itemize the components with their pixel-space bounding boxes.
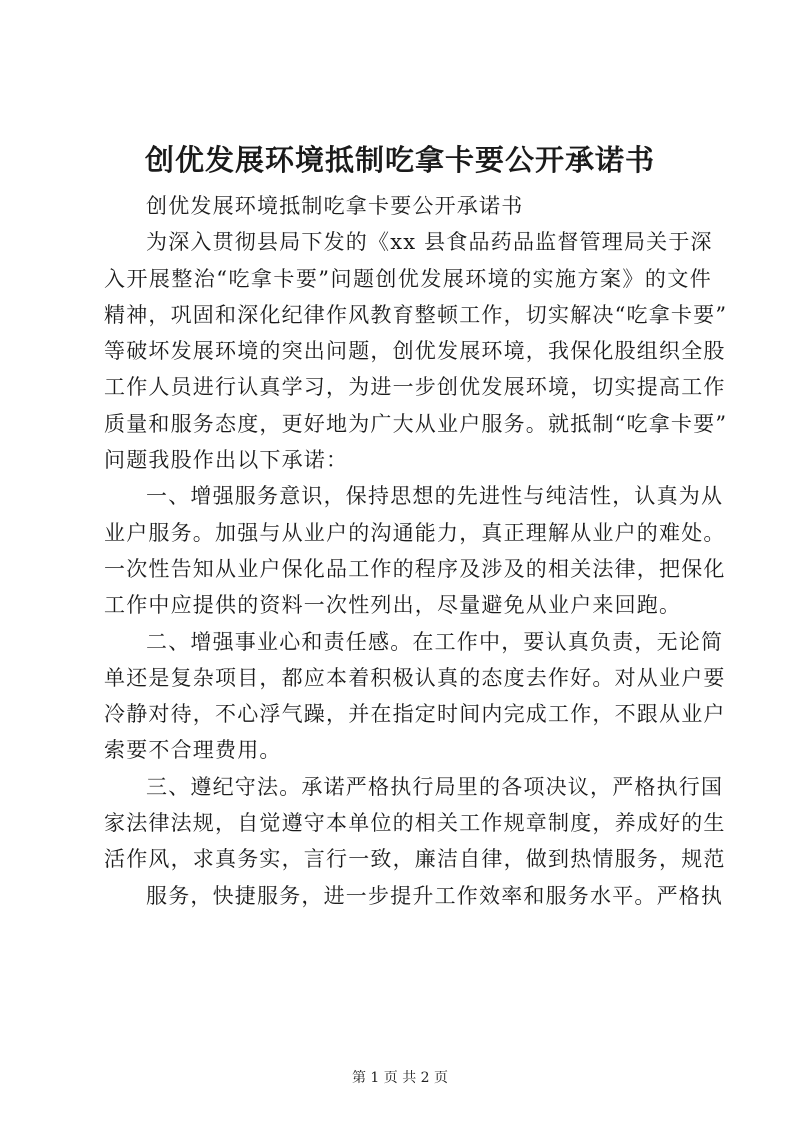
paragraph-line: 质量和服务态度，更好地为广大从业户服务。就抵制“吃拿卡要”: [104, 411, 728, 436]
paragraph-line: 一、增强服务意识，保持思想的先进性与纯洁性，认真为从: [146, 484, 724, 509]
paragraph-line: 等破坏发展环境的突出问题，创优发展环境，我保化股组织全股: [104, 339, 726, 364]
document-title: 创优发展环境抵制吃拿卡要公开承诺书: [144, 143, 655, 177]
paragraph-line: 业户服务。加强与从业户的沟通能力，真正理解从业户的难处。: [104, 520, 726, 545]
paragraph-line: 服务，快捷服务，进一步提升工作效率和服务水平。严格执: [146, 883, 724, 908]
paragraph-line: 二、增强事业心和责任感。在工作中，要认真负责，无论简: [146, 629, 724, 654]
paragraph-line: 三、遵纪守法。承诺严格执行局里的各项决议，严格执行国: [146, 774, 724, 799]
paragraph-line: 一次性告知从业户保化品工作的程序及涉及的相关法律，把保化: [104, 556, 726, 581]
paragraph-line: 工作人员进行认真学习，为进一步创优发展环境，切实提高工作: [104, 375, 726, 400]
paragraph-line: 问题我股作出以下承诺：: [104, 448, 349, 473]
subtitle-line: 创优发展环境抵制吃拿卡要公开承诺书: [146, 194, 524, 218]
paragraph-line: 索要不合理费用。: [104, 738, 282, 763]
paragraph-line: 单还是复杂项目，都应本着积极认真的态度去作好。对从业户要: [104, 665, 726, 690]
paragraph-line: 家法律法规，自觉遵守本单位的相关工作规章制度，养成好的生: [104, 811, 726, 836]
paragraph-line: 精神，巩固和深化纪律作风教育整顿工作，切实解决“吃拿卡要”: [104, 302, 728, 327]
paragraph-line: 活作风，求真务实，言行一致，廉洁自律，做到热情服务，规范: [104, 847, 726, 872]
paragraph-line: 为深入贯彻县局下发的《xx 县食品药品监督管理局关于深: [146, 230, 713, 255]
paragraph-line: 工作中应提供的资料一次性列出，尽量避免从业户来回跑。: [104, 593, 682, 618]
paragraph-line: 入开展整治“吃拿卡要”问题创优发展环境的实施方案》的文件: [104, 266, 712, 291]
document-body: [104, 188, 728, 914]
paragraph-line: 冷静对待，不心浮气躁，并在指定时间内完成工作，不跟从业户: [104, 702, 726, 727]
page-footer: 第 1 页 共 2 页: [351, 1070, 449, 1086]
